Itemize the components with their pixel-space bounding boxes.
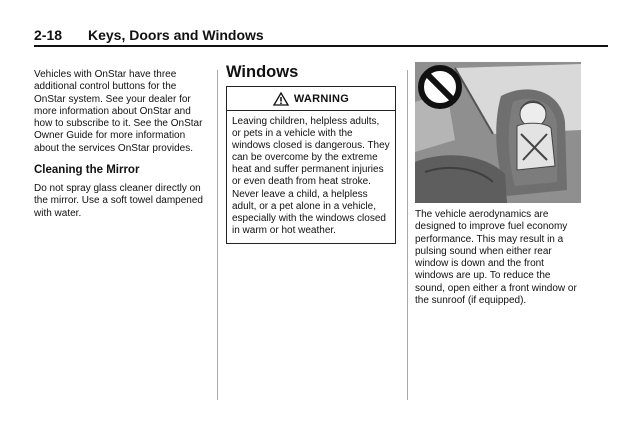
page-number: 2-18: [34, 27, 63, 43]
cleaning-mirror-paragraph: Do not spray glass cleaner directly on the mirror. Use a soft towel dampened with water.: [34, 183, 203, 219]
header-rule: [34, 45, 608, 47]
cleaning-mirror-heading: Cleaning the Mirror: [34, 164, 140, 177]
child-in-car-illustration: [415, 62, 581, 203]
column-divider-right: [407, 70, 408, 400]
section-title: Keys, Doors and Windows: [88, 27, 264, 43]
warning-box: [226, 86, 396, 244]
column-divider-left: [217, 70, 218, 400]
warning-triangle-icon: [273, 92, 289, 106]
column-windows: [226, 62, 396, 236]
windows-heading: Windows: [226, 63, 299, 81]
page-header: [34, 26, 608, 44]
no-symbol-icon: [421, 68, 459, 106]
column-onstar-mirror: [34, 69, 210, 220]
warning-text: Leaving children, helpless adults, or pets in a vehicle with the windows closed is dangerous. They can be overcome by the extreme heat and suffer permanent injuries or even death from heat stroke. Never leave a child, a helpless adult, or a pet alone in a vehicle, especially with the windows closed in warm or hot weather.: [232, 116, 390, 236]
car-interior-illustration: [415, 62, 581, 203]
warning-header: [227, 87, 395, 111]
aerodynamics-paragraph: The vehicle aerodynamics are designed to improve fuel economy performance. This may result in a pulsing sound when either rear window is down and the front windows are up. To reduce the sound, open either a front window or the sunroof (if equipped).: [415, 209, 577, 307]
onstar-paragraph: Vehicles with OnStar have three additional control buttons for the OnStar system. See your dealer for more information about OnStar and how to subscribe to it. See the OnStar Owner Guide for more information about the services OnStar provides.: [34, 69, 203, 154]
warning-title: WARNING: [293, 92, 350, 105]
